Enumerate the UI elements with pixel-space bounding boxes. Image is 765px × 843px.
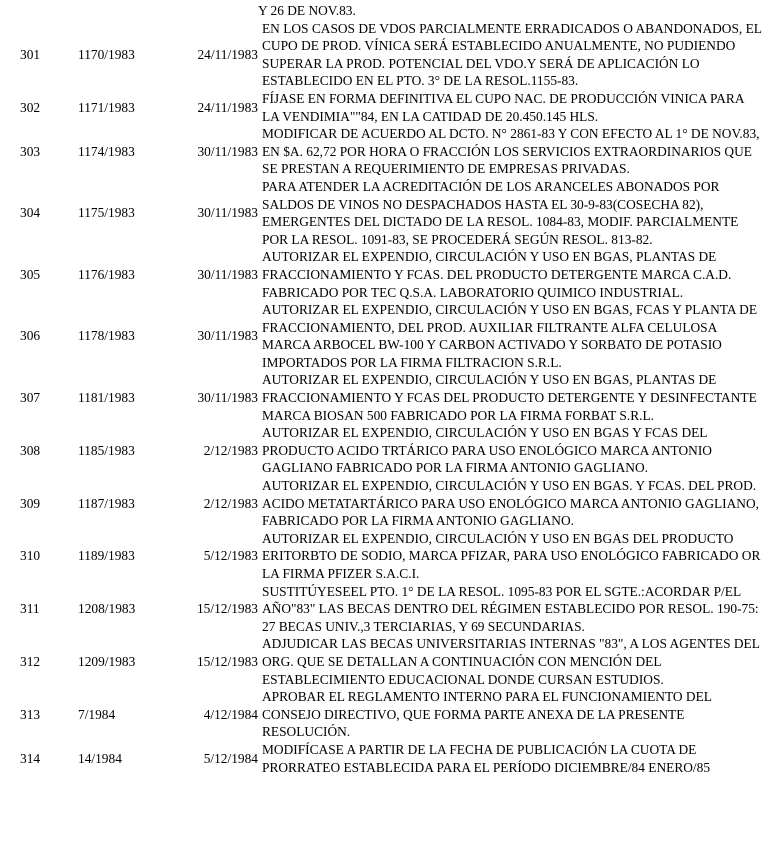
resolution-date: 30/11/1983 <box>197 143 258 159</box>
resolution-number: 7/1984 <box>78 706 116 722</box>
resolution-date: 4/12/1984 <box>203 706 258 722</box>
table-row <box>0 301 765 371</box>
resolution-date: 2/12/1983 <box>203 442 258 458</box>
resolution-date: 24/11/1983 <box>197 99 258 115</box>
row-number: 303 <box>20 143 41 159</box>
resolution-description: AUTORIZAR EL EXPENDIO, CIRCULACIÓN Y USO EN BGAS DEL PRODUCTO ERITORBTO DE SODIO, MARCA PFIZAR, PARA USO ENOLÓGICO FABRICADO OR LA FIRMA PFIZER S.A.C.I. <box>262 530 761 581</box>
table-row <box>0 530 765 583</box>
resolution-number: 1187/1983 <box>78 495 135 511</box>
resolution-date: 5/12/1983 <box>203 548 258 564</box>
resolution-description: APROBAR EL REGLAMENTO INTERNO PARA EL FUNCIONAMIENTO DEL CONSEJO DIRECTIVO, QUE FORMA PARTE ANEXA DE LA PRESENTE RESOLUCIÓN. <box>262 689 712 740</box>
table-row <box>0 125 765 178</box>
resolution-description: AUTORIZAR EL EXPENDIO, CIRCULACIÓN Y USO EN BGAS Y FCAS DEL PRODUCTO ACIDO TRTÁRICO PARA USO ENOLÓGICO MARCA ANTONIO GAGLIANO FABRICADO POR LA FIRMA ANTONIO GAGLIANO. <box>262 425 712 476</box>
resolution-description: AUTORIZAR EL EXPENDIO, CIRCULACIÓN Y USO EN BGAS, PLANTAS DE FRACCIONAMIENTO Y FCAS. DEL PRODUCTO DETERGENTE MARCA C.A.D. FABRICADO POR TEC Q.S.A. LABORATORIO QUIMICO INDUSTRIAL. <box>262 249 732 300</box>
resolution-number: 1171/1983 <box>78 99 135 115</box>
resolution-description: AUTORIZAR EL EXPENDIO, CIRCULACIÓN Y USO EN BGAS, FCAS Y PLANTA DE FRACCIONAMIENTO, DEL PROD. AUXILIAR FILTRANTE ALFA CELULOSA MARCA ARBOCEL BW-100 Y CARBON ACTIVADO Y SORBATO DE POTASIO IMPORTADOS POR LA FIRMA FILTRACION S.R.L. <box>262 302 758 370</box>
resolution-date: 24/11/1983 <box>197 46 258 62</box>
table-row <box>0 583 765 636</box>
resolution-date: 30/11/1983 <box>197 205 258 221</box>
resolution-number: 1175/1983 <box>78 205 135 221</box>
row-number: 309 <box>20 495 41 511</box>
table-row <box>0 20 765 90</box>
resolution-number: 1170/1983 <box>78 46 135 62</box>
table-row <box>0 635 765 688</box>
resolution-description: FÍJASE EN FORMA DEFINITIVA EL CUPO NAC. DE PRODUCCIÓN VINICA PARA LA VENDIMIA""84, EN LA CATIDAD DE 20.450.145 HLS. <box>262 90 744 124</box>
resolution-description: AUTORIZAR EL EXPENDIO, CIRCULACIÓN Y USO EN BGAS, PLANTAS DE FRACCIONAMIENTO Y FCAS DEL PRODUCTO DETERGENTE Y DESINFECTANTE MARCA BIOSAN 500 FABRICADO POR LA FIRMA FORBAT S.R.L. <box>262 372 757 423</box>
resolution-description: MODIFICAR DE ACUERDO AL DCTO. N° 2861-83 Y CON EFECTO AL 1° DE NOV.83, EN $A. 62,72 POR HORA O FRACCIÓN LOS SERVICIOS EXTRAORDINARIOS QUE SE PRESTAN A REQUERIMIENTO DE EMPRESAS PRIVADAS. <box>262 126 760 177</box>
table-row <box>0 178 765 248</box>
row-number: 311 <box>20 601 40 617</box>
resolution-number: 1185/1983 <box>78 442 135 458</box>
table-row <box>0 477 765 530</box>
resolutions-list <box>0 2 765 776</box>
resolution-description: AUTORIZAR EL EXPENDIO, CIRCULACIÓN Y USO EN BGAS. Y FCAS. DEL PROD. ACIDO METATARTÁRICO PARA USO ENOLÓGICO MARCA ANTONIO GAGLIANO, FABRICADO POR LA FIRMA ANTONIO GAGLIANO. <box>262 478 759 529</box>
table-row <box>0 424 765 477</box>
resolution-number: 14/1984 <box>78 750 122 766</box>
continuation-text: Y 26 DE NOV.83. <box>258 3 356 18</box>
table-row <box>0 248 765 301</box>
row-number: 304 <box>20 205 41 221</box>
resolution-number: 1178/1983 <box>78 328 135 344</box>
row-number: 313 <box>20 706 41 722</box>
resolution-description: SUSTITÚYESEEL PTO. 1° DE LA RESOL. 1095-83 POR EL SGTE.:ACORDAR P/EL AÑO"83" LAS BECAS DENTRO DEL RÉGIMEN ESTABLECIDO POR RESOL. 190-75: 27 BECAS UNIV.,3 TERCIARIAS, Y 69 SECUNDARIAS. <box>262 583 759 634</box>
table-row <box>0 90 765 125</box>
table-row <box>0 371 765 424</box>
row-number: 314 <box>20 750 41 766</box>
resolution-date: 5/12/1984 <box>203 750 258 766</box>
resolution-number: 1176/1983 <box>78 266 135 282</box>
resolution-date: 30/11/1983 <box>197 390 258 406</box>
row-number: 308 <box>20 442 41 458</box>
resolution-number: 1189/1983 <box>78 548 135 564</box>
row-number: 301 <box>20 46 41 62</box>
resolution-number: 1181/1983 <box>78 390 135 406</box>
resolution-date: 15/12/1983 <box>196 601 258 617</box>
table-row <box>0 741 765 776</box>
resolution-description: ADJUDICAR LAS BECAS UNIVERSITARIAS INTERNAS "83", A LOS AGENTES DEL ORG. QUE SE DETALLAN A CONTINUACIÓN CON MENCIÓN DEL ESTABLECIMIENTO EDUCACIONAL DONDE CURSAN ESTUDIOS. <box>262 636 760 687</box>
resolution-description: PARA ATENDER LA ACREDITACIÓN DE LOS ARANCELES ABONADOS POR SALDOS DE VINOS NO DESPACHADOS HASTA EL 30-9-83(COSECHA 82), EMERGENTES DEL DICTADO DE LA RESOL. 1084-83, MODIF. PARCIALMENTE POR LA RESOL. 1091-83, SE PROCEDERÁ SEGÚN RESOL. 813-82. <box>262 178 739 247</box>
resolution-description: MODIFÍCASE A PARTIR DE LA FECHA DE PUBLICACIÓN LA CUOTA DE PRORRATEO ESTABLECIDA PARA EL PERÍODO DICIEMBRE/84 ENERO/85 <box>262 741 711 775</box>
table-row <box>0 688 765 741</box>
resolution-number: 1208/1983 <box>78 601 136 617</box>
continuation-row <box>0 2 765 20</box>
resolution-date: 30/11/1983 <box>197 328 258 344</box>
resolution-date: 30/11/1983 <box>197 266 258 282</box>
resolution-date: 2/12/1983 <box>203 495 258 511</box>
resolution-number: 1174/1983 <box>78 143 135 159</box>
resolution-description: EN LOS CASOS DE VDOS PARCIALMENTE ERRADICADOS O ABANDONADOS, EL CUPO DE PROD. VÍNICA SERÁ ESTABLECIDO ANUALMENTE, NO PUDIENDO SUPERAR LA PROD. POTENCIAL DEL VDO.Y SERÁ DE APLICACIÓN LO ESTABLECIDO EN EL PTO. 3° DE LA RESOL.1155-83. <box>262 20 762 89</box>
row-number: 305 <box>20 266 41 282</box>
resolution-number: 1209/1983 <box>78 653 136 669</box>
row-number: 310 <box>20 548 41 564</box>
row-number: 302 <box>20 99 41 115</box>
row-number: 307 <box>20 390 41 406</box>
resolution-date: 15/12/1983 <box>196 653 258 669</box>
row-number: 306 <box>20 328 41 344</box>
row-number: 312 <box>20 653 41 669</box>
